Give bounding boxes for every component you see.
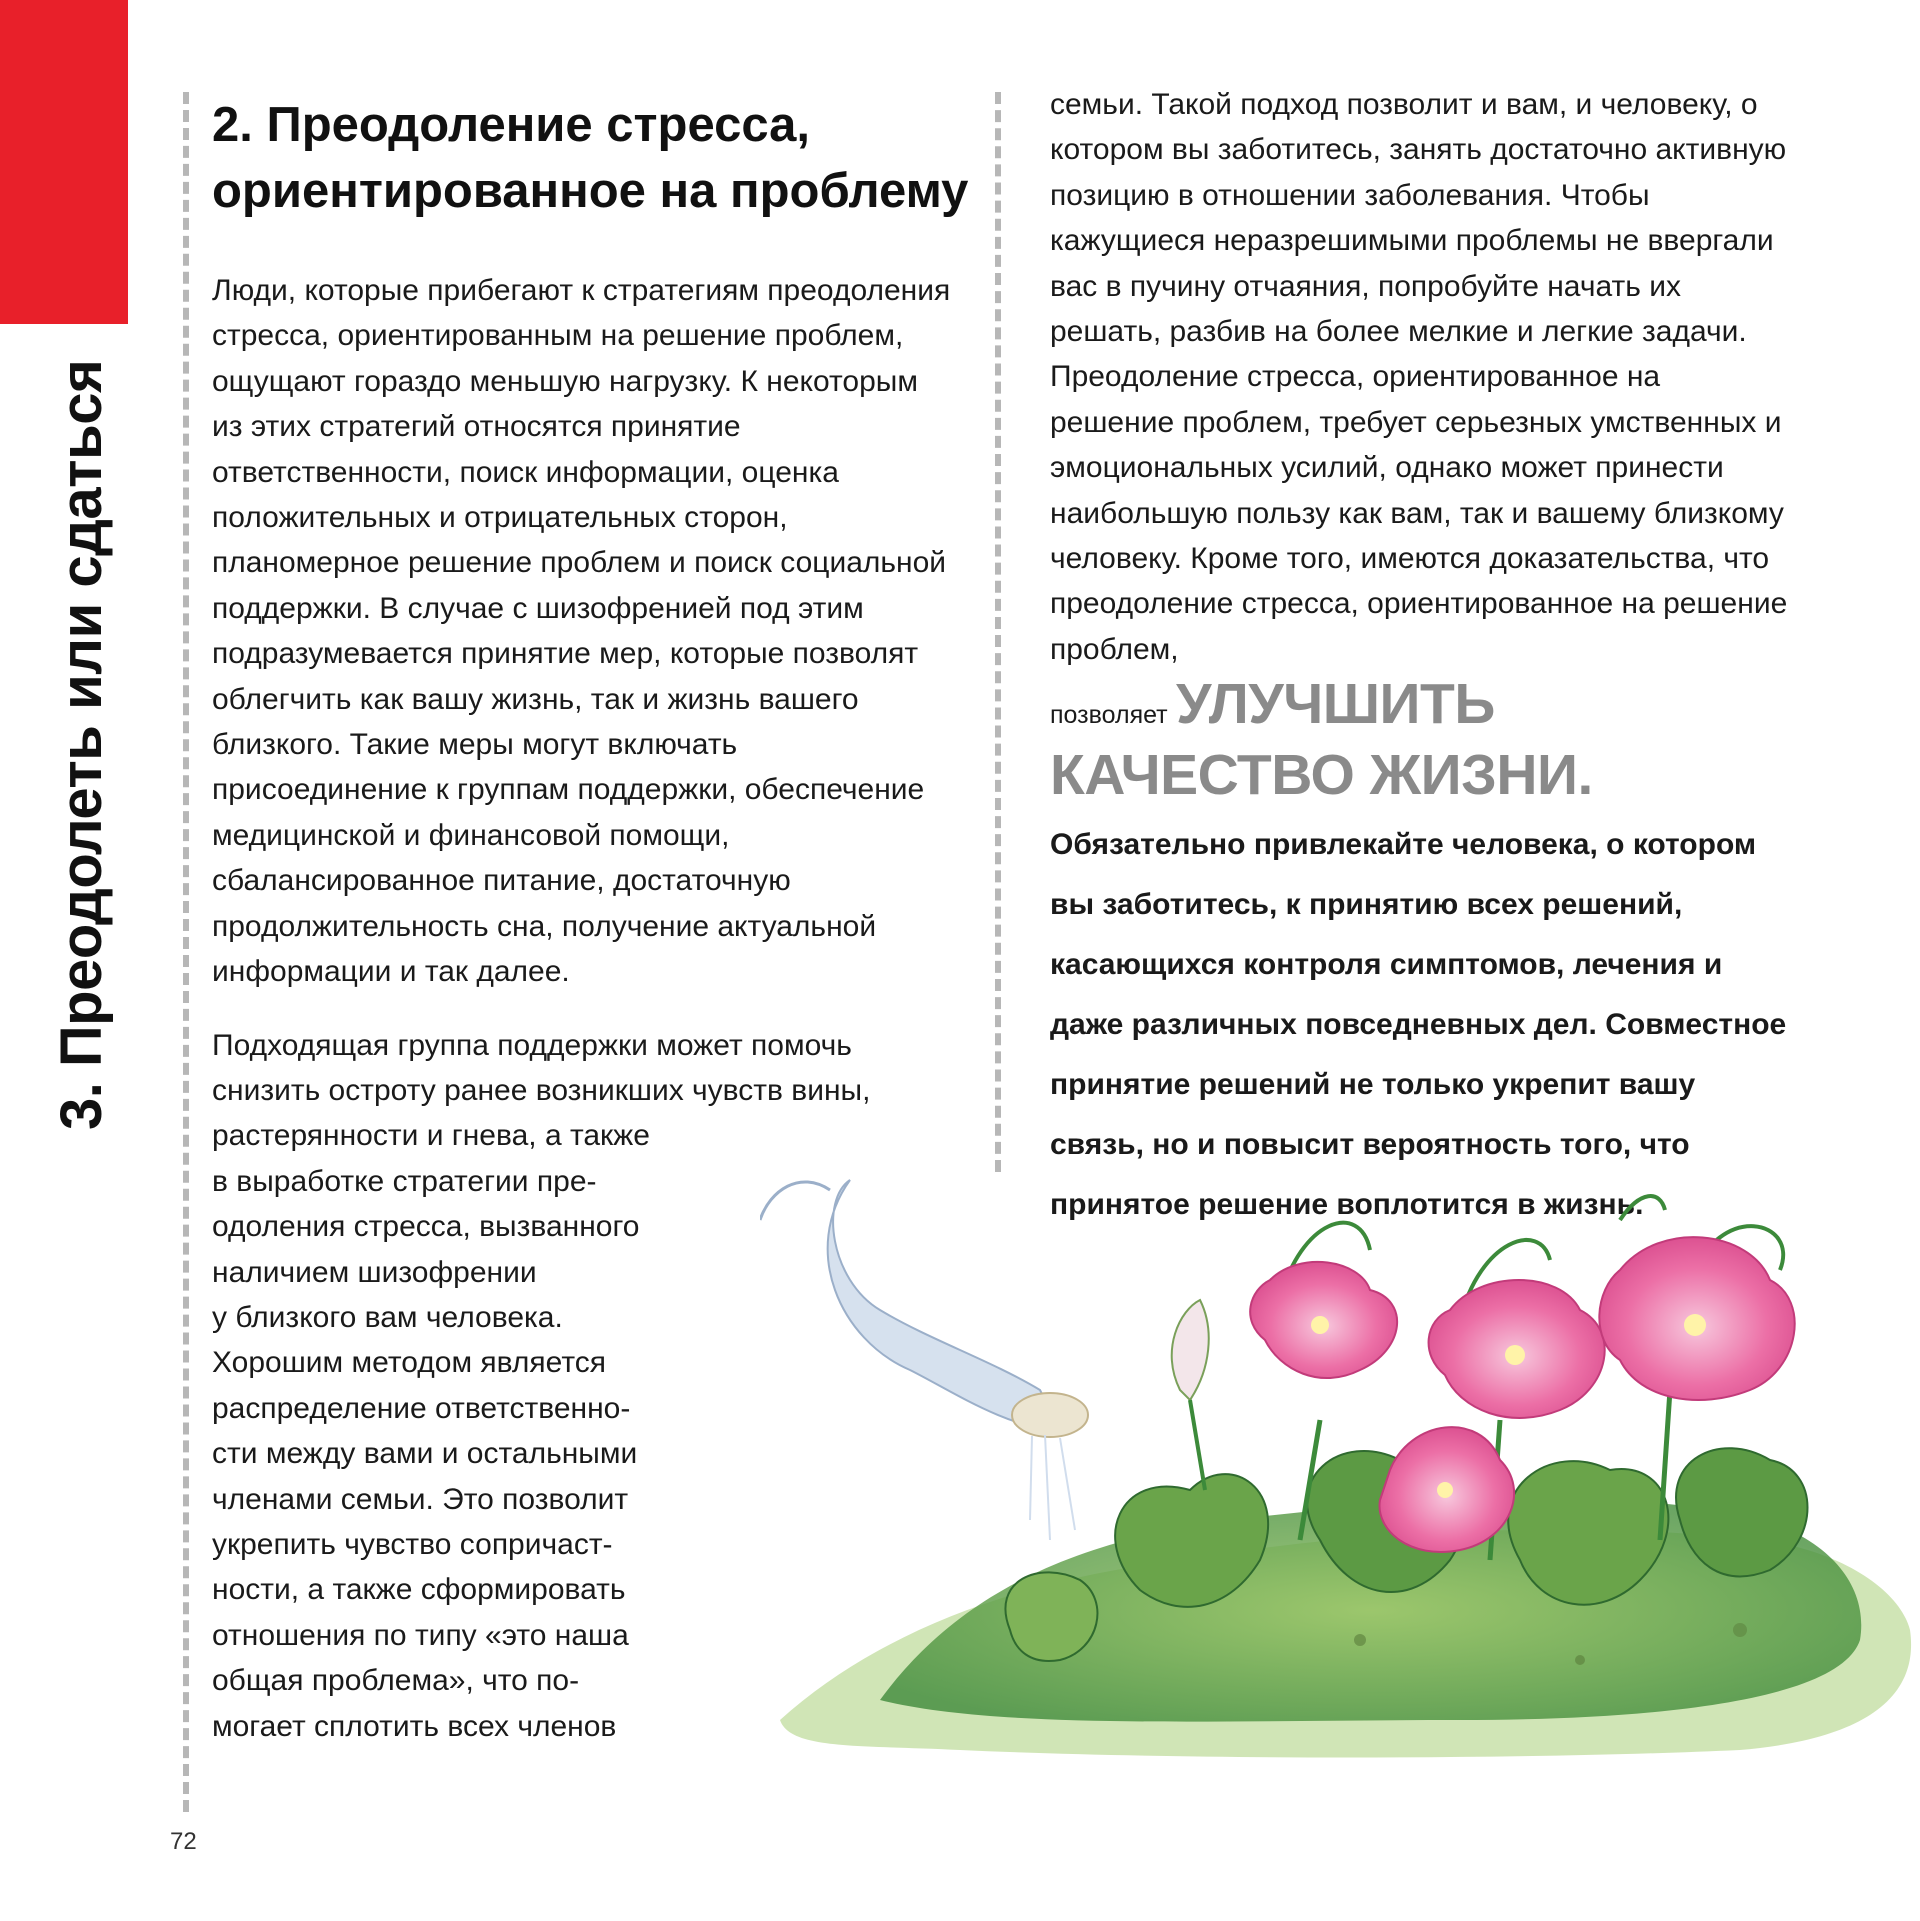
highlight-phrase: УЛУЧШИТЬ КАЧЕСТВО ЖИЗНИ. [1050, 672, 1593, 808]
lead-word: позволяет [1050, 701, 1168, 730]
chapter-red-tab [0, 0, 128, 324]
p2-line: Подходящая группа поддержки может помочь [212, 1028, 852, 1062]
bold-advice-text: Обязательно привлекайте человека, о котором вы заботитесь, к принятию всех решений, касающихся контроля симптомов, лечения и даже различных повседневных дел. Совместное принятие решений не только укрепит вашу связь, но и повысит вероятность того, что принятое решение воплотится в жизнь. [1050, 828, 1787, 1222]
right-paragraph-1: семьи. Такой подход позволит и вам, и человеку, о котором вы заботитесь, занять достаточно активную позицию в отношении заболевания. Чтобы кажущиеся неразрешимыми проблемы не ввергали вас в пучину отчаяния, попробуйте начать их решать, разбив на более мелкие и легкие задачи. Преодоление стресса, ориентированное на решение проблем, требует серьезных умственных и эмоциональных усилий, однако может принести наибольшую пользу как вам, так и вашему близкому человеку. Кроме того, имеются доказательства, что преодоление стресса, ориентированное на решение проблем, [1050, 88, 1788, 666]
p2-line: наличием шизофрении [212, 1255, 537, 1289]
right-column-divider [995, 92, 1001, 1172]
pink-flower [1380, 1427, 1515, 1552]
p2-line: распределение ответственно- [212, 1391, 631, 1425]
right-highlight-line [1050, 674, 1790, 1235]
p2-line: одоления стресса, вызванного [212, 1210, 640, 1244]
p2-line: снизить остроту ранее возникших чувств вины, [212, 1073, 871, 1107]
page-number: 72 [170, 1828, 197, 1855]
p2-line: отношения по типу «это наша [212, 1618, 629, 1652]
p2-line: ности, а также сформировать [212, 1573, 626, 1607]
right-text-column [1050, 82, 1790, 1235]
left-paragraph-1: Люди, которые прибегают к стратегиям преодоления стресса, ориентированным на решение проблем, ощущают гораздо меньшую нагрузку. К некоторым из этих стратегий относятся принятие ответственности, поиск информации, оценка положительных и отрицательных сторон, планомерное решение проблем и поиск социальной поддержки. В случае с шизофренией под этим подразумевается принятие мер, которые позволят облегчить как вашу жизнь, так и жизнь вашего близкого. Такие меры могут включать присоединение к группам поддержки, обеспечение медицинской и финансовой помощи, сбалансированное питание, достаточную продолжительность сна, получение актуальной информации и так далее. [212, 274, 951, 989]
p2-line: укрепить чувство сопричаст- [212, 1527, 613, 1561]
p2-line: членами семьи. Это позволит [212, 1482, 629, 1516]
p2-line: в выработке стратегии пре- [212, 1164, 597, 1198]
watering-can-flowers-icon [760, 1160, 1920, 1780]
p2-line: общая проблема», что по- [212, 1664, 580, 1698]
chapter-vertical-title: 3. Преодолеть или сдаться [49, 359, 114, 1130]
p2-line: у близкого вам человека. [212, 1300, 563, 1334]
p2-line: растерянности и гнева, а также [212, 1119, 650, 1153]
section-heading-line-2: ориентированное на проблему [212, 164, 969, 218]
p2-line: могает сплотить всех членов [212, 1709, 617, 1743]
pink-flower [1599, 1237, 1794, 1400]
p2-line: Хорошим методом является [212, 1346, 606, 1380]
pink-flower [1429, 1280, 1605, 1418]
p2-line: сти между вами и остальными [212, 1437, 638, 1471]
left-column-divider [183, 92, 189, 1812]
section-heading [212, 92, 972, 224]
pink-flower [1250, 1262, 1397, 1378]
section-heading-line-1: 2. Преодоление стресса, [212, 98, 811, 152]
watering-can-icon [760, 1180, 1088, 1540]
